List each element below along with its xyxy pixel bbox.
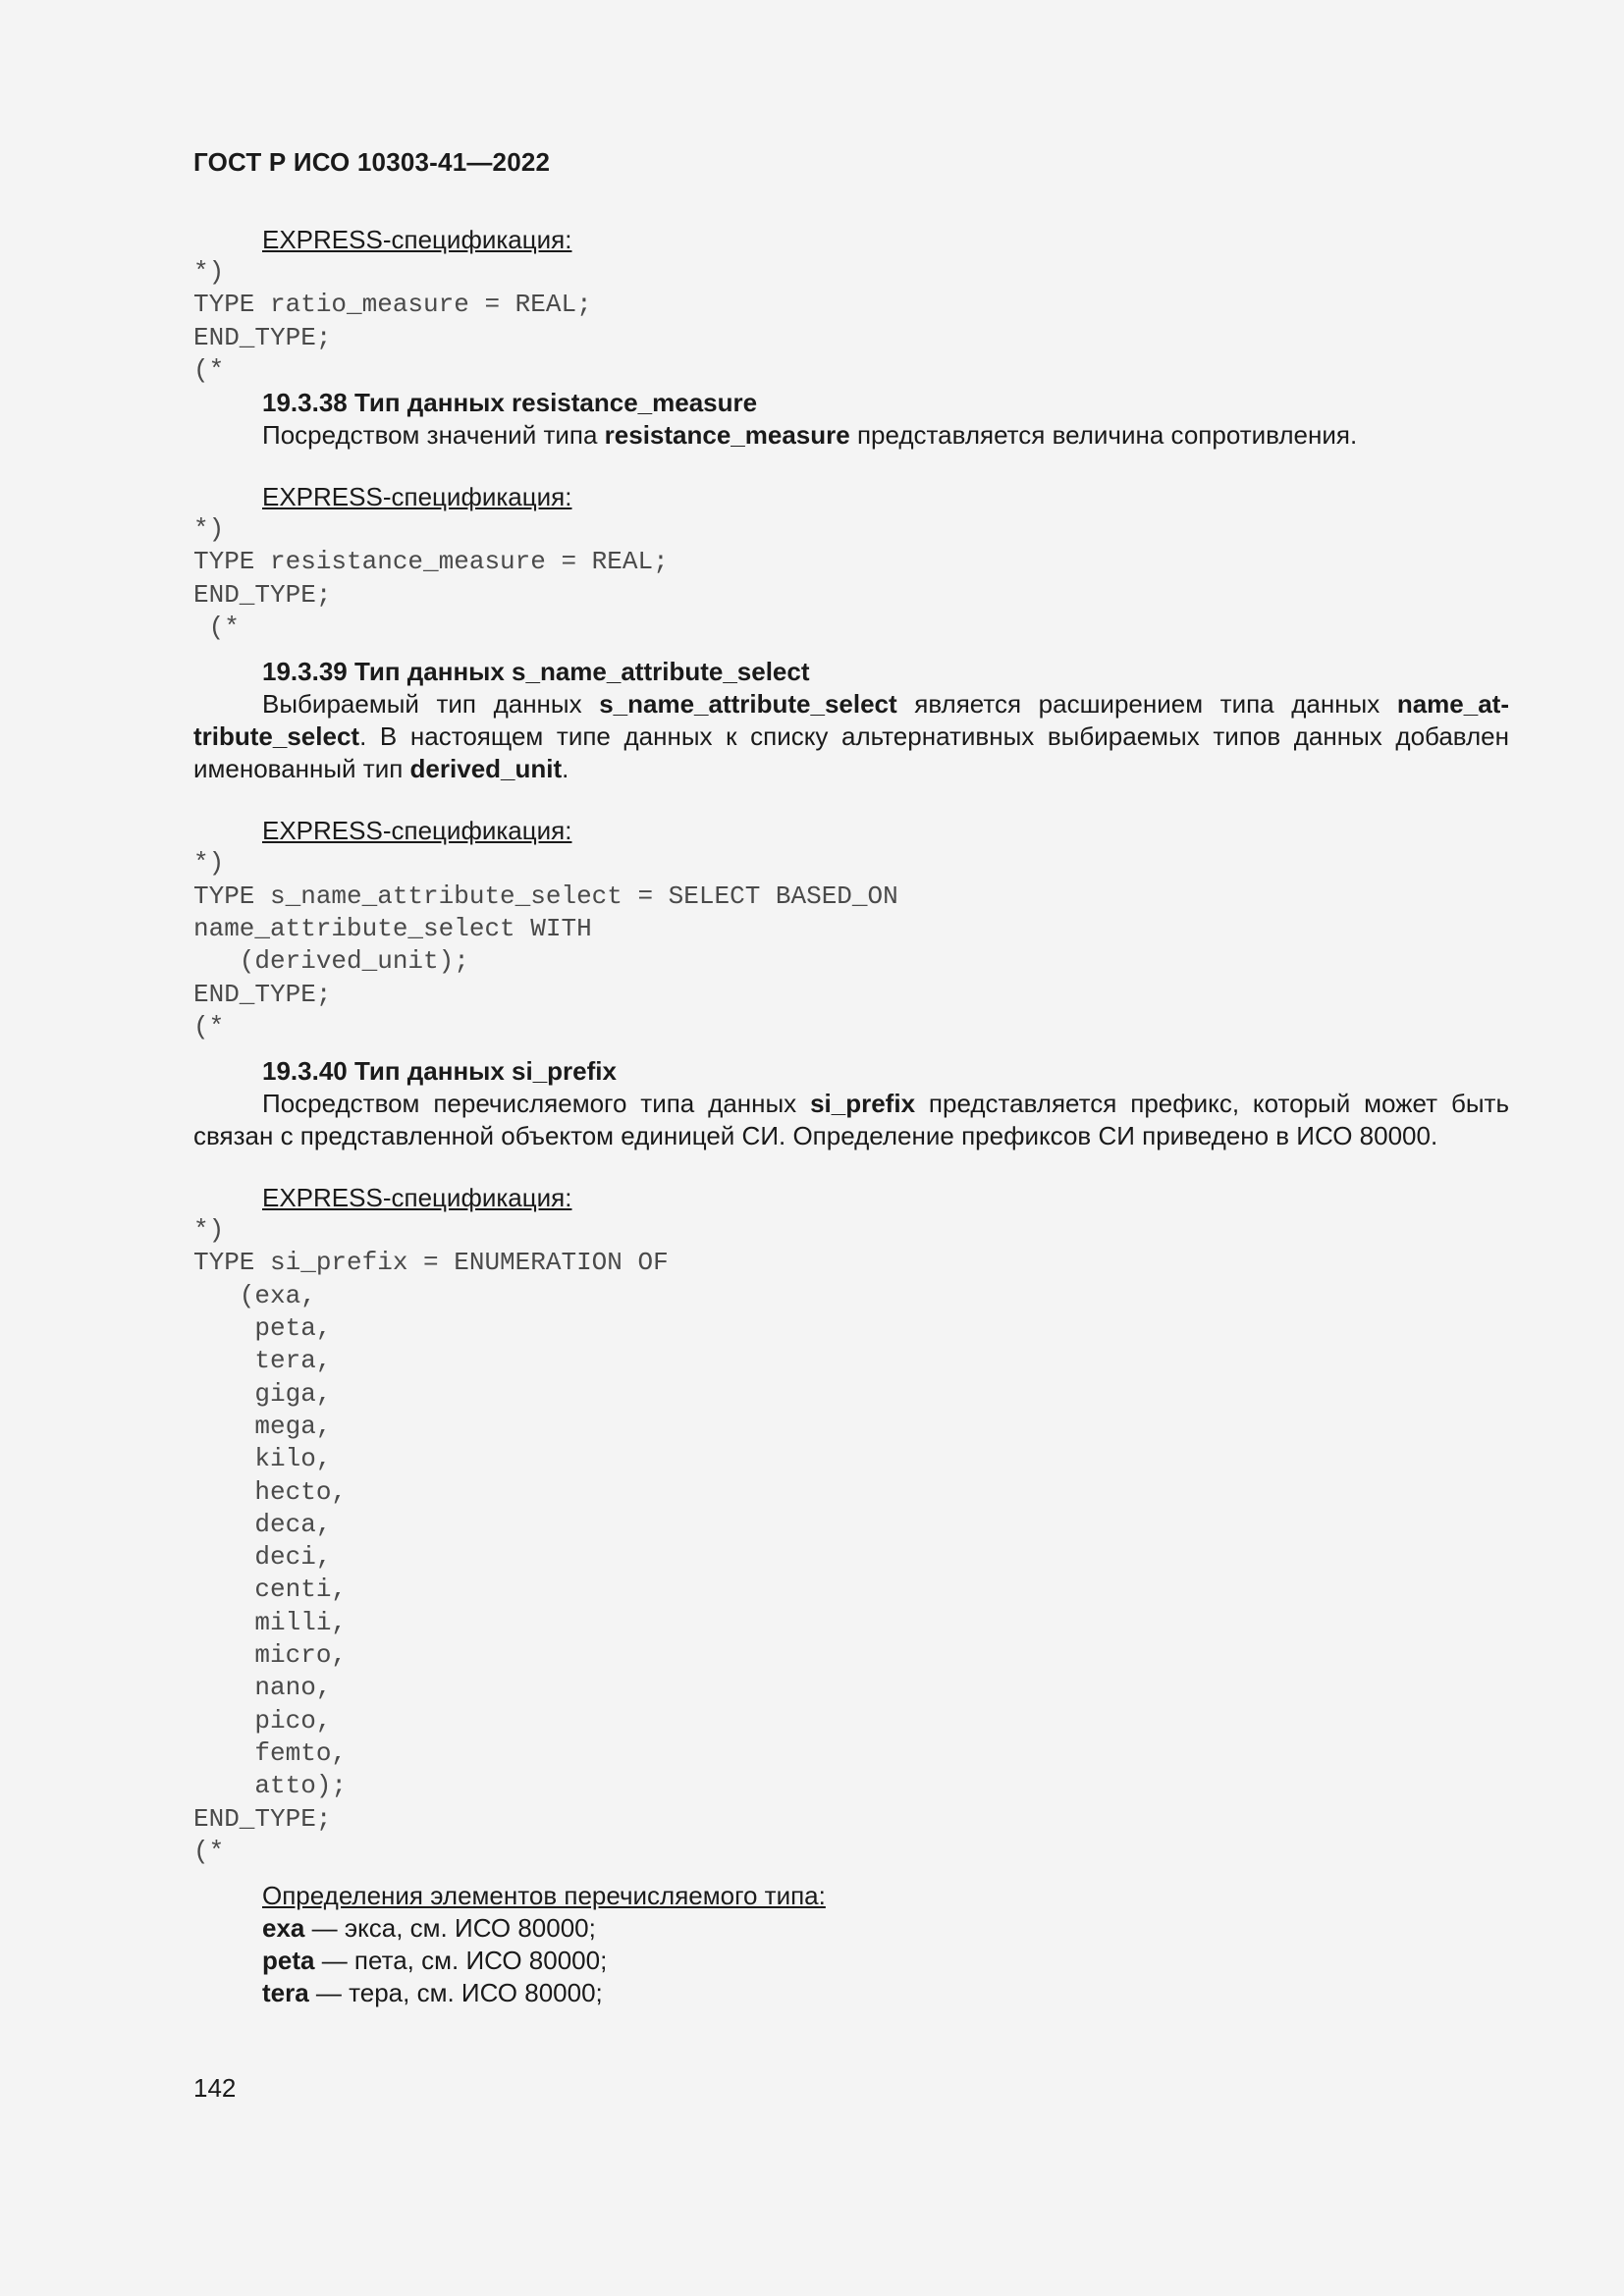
spec-label: EXPRESS-спецификация:: [262, 225, 572, 254]
section-text-19-3-38: Посредством значений типа resistance_measure представляется величина сопротивления.: [262, 420, 1358, 451]
spec-label: EXPRESS-спецификация:: [262, 816, 572, 846]
section-text-19-3-39: Выбираемый тип данных s_name_attribute_select является расширением типа данных name_attribute_select. В настоящем типе данных к списку альтернативных выбираемых типов данных добавлен именованный тип derived_unit.: [193, 689, 1509, 784]
document-body: [193, 224, 1509, 2009]
code-ratio-measure: *) TYPE ratio_measure = REAL; END_TYPE; (*: [193, 257, 592, 385]
definition-item: peta — пета, см. ИСО 80000;: [262, 1946, 608, 1976]
definition-item: exa — экса, см. ИСО 80000;: [262, 1913, 596, 1944]
spec-label: EXPRESS-спецификация:: [262, 482, 572, 512]
code-resistance-measure: *) TYPE resistance_measure = REAL; END_TYPE; (*: [193, 514, 669, 643]
page-number: 142: [193, 2073, 237, 2103]
definition-item: tera — тера, см. ИСО 80000;: [262, 1978, 603, 2008]
spec-label: EXPRESS-спецификация:: [262, 1183, 572, 1213]
section-heading-19-3-39: 19.3.39 Тип данных s_name_attribute_select: [262, 657, 810, 687]
section-heading-19-3-40: 19.3.40 Тип данных si_prefix: [262, 1056, 617, 1087]
enumeration-definitions: [193, 1880, 1509, 2009]
section-text-19-3-40: Посредством перечисляемого типа данных si_prefix представляется префикс, который может быть связан с представленной объектом единицей СИ. Определение префиксов СИ приведено в ИСО 80000.: [193, 1089, 1509, 1151]
document-header: ГОСТ Р ИСО 10303-41—2022: [193, 147, 551, 177]
section-heading-19-3-38: 19.3.38 Тип данных resistance_measure: [262, 388, 758, 418]
definitions-label: Определения элементов перечисляемого типа:: [262, 1881, 826, 1911]
code-si-prefix: *) TYPE si_prefix = ENUMERATION OF (exa, peta, tera, giga, mega, kilo, hecto, deca, deci, centi, milli, micro, nano, pico, femto, atto); END_TYPE; (*: [193, 1215, 669, 1866]
code-s-name-attribute-select: *) TYPE s_name_attribute_select = SELECT BASED_ON name_attribute_select WITH (derived_unit); END_TYPE; (*: [193, 848, 898, 1041]
